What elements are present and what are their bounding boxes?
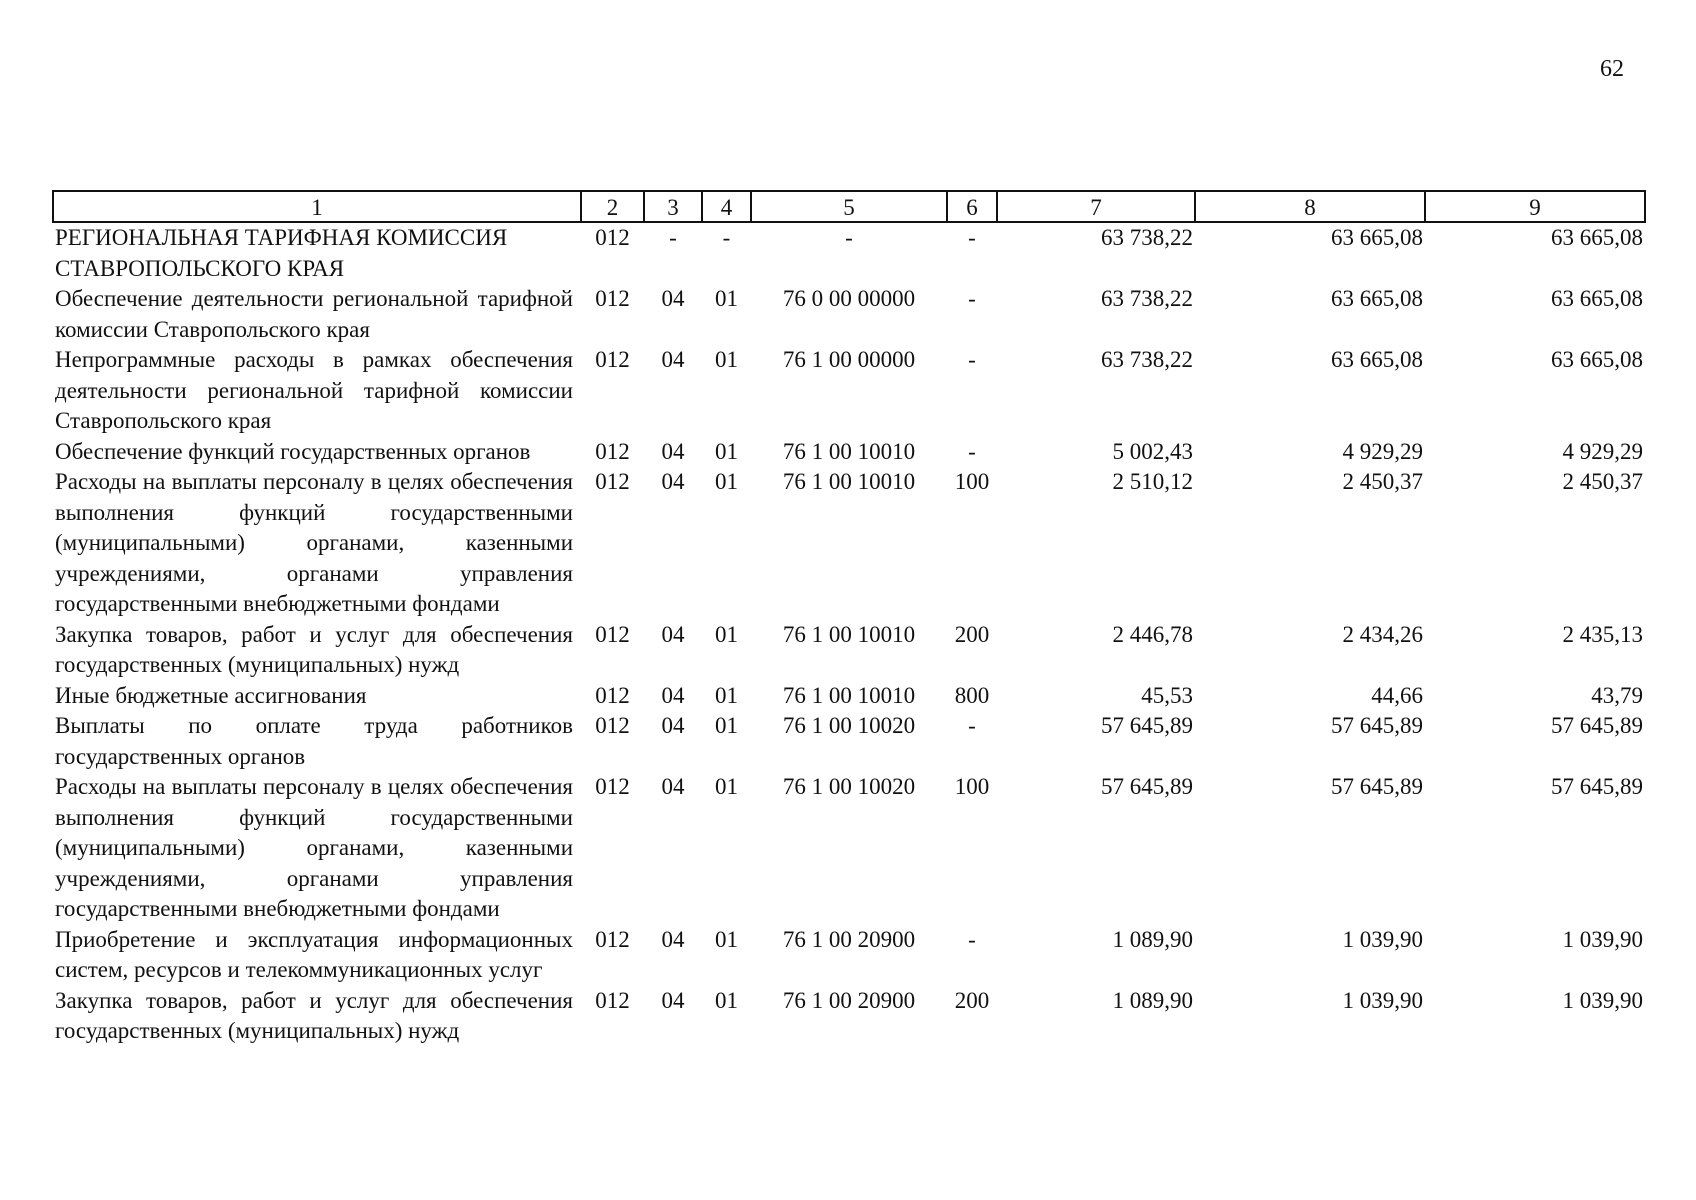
table-row <box>53 681 1645 712</box>
expense-name: Закупка товаров, работ и услуг для обеспечения государственных (муниципальных) нужд <box>55 987 573 1043</box>
expense-name: Расходы на выплаты персоналу в целях обеспечения выполнения функций государственными (муниципальными) органами, казенными учреждениями, органами управления государственными внебюджетными фондами <box>55 774 573 921</box>
expense-name: Обеспечение деятельности региональной тарифной комиссии Ставропольского края <box>55 286 573 342</box>
amount-col8: 1 039,90 <box>1342 926 1423 952</box>
subsection-code: 01 <box>715 286 738 311</box>
amount-col7: 2 510,12 <box>1112 469 1193 494</box>
target-article-code: 76 1 00 20900 <box>782 926 916 952</box>
amount-col9: 1 039,90 <box>1562 926 1643 952</box>
expense-name: Закупка товаров, работ и услуг для обеспечения государственных (муниципальных) нужд <box>55 621 573 677</box>
header-cell: 1 <box>53 191 581 222</box>
subsection-code: - <box>722 225 731 250</box>
subsection-code: 01 <box>715 713 738 738</box>
header-cell: 2 <box>581 191 644 222</box>
expense-type-code: 800 <box>954 682 990 708</box>
page-number: 62 <box>1600 56 1624 82</box>
amount-col7: 57 645,89 <box>1101 713 1193 738</box>
header-cell: 7 <box>997 191 1195 222</box>
header-cell: 6 <box>947 191 997 222</box>
header-cell: 5 <box>751 191 947 222</box>
subsection-code: 01 <box>715 926 738 952</box>
ministry-code: 012 <box>595 713 630 738</box>
header-cell: 9 <box>1425 191 1645 222</box>
subsection-code: 01 <box>715 469 738 494</box>
header-row <box>53 191 1645 222</box>
ministry-code: 012 <box>595 682 630 708</box>
subsection-code: 01 <box>715 987 738 1013</box>
expense-name: Обеспечение функций государственных органов <box>55 438 531 464</box>
expense-name: Приобретение и эксплуатация информационных систем, ресурсов и телекоммуникационных услуг <box>55 926 573 982</box>
section-code: 04 <box>661 926 685 952</box>
section-code: 04 <box>661 469 685 494</box>
target-article-code: 76 1 00 10020 <box>782 713 916 738</box>
target-article-code: 76 0 00 00000 <box>782 286 916 311</box>
section-code: 04 <box>661 347 685 372</box>
amount-col9: 1 039,90 <box>1562 987 1643 1013</box>
expense-name: РЕГИОНАЛЬНАЯ ТАРИФНАЯ КОМИССИЯ СТАВРОПОЛЬСКОГО КРАЯ <box>55 225 508 281</box>
amount-col7: 57 645,89 <box>1101 774 1193 799</box>
amount-col7: 63 738,22 <box>1101 347 1193 372</box>
table-row <box>53 222 1645 284</box>
expense-type-code: - <box>968 438 976 464</box>
target-article-code: 76 1 00 10010 <box>782 438 916 464</box>
amount-col9: 2 450,37 <box>1562 469 1643 494</box>
amount-col8: 2 450,37 <box>1342 469 1423 494</box>
expense-type-code: - <box>968 347 976 372</box>
ministry-code: 012 <box>595 225 630 250</box>
target-article-code: - <box>845 225 853 250</box>
section-code: 04 <box>661 621 685 647</box>
table-row <box>53 925 1645 986</box>
section-code: 04 <box>661 438 685 464</box>
amount-col8: 63 665,08 <box>1331 225 1423 250</box>
header-cell: 4 <box>702 191 751 222</box>
section-code: 04 <box>661 987 685 1013</box>
amount-col9: 63 665,08 <box>1551 347 1643 372</box>
table-row <box>53 711 1645 772</box>
ministry-code: 012 <box>595 469 630 494</box>
target-article-code: 76 1 00 10010 <box>782 682 916 708</box>
table-row <box>53 467 1645 620</box>
ministry-code: 012 <box>595 438 630 464</box>
subsection-code: 01 <box>715 774 738 799</box>
target-article-code: 76 1 00 00000 <box>782 347 916 372</box>
target-article-code: 76 1 00 10010 <box>782 469 916 494</box>
ministry-code: 012 <box>595 774 630 799</box>
ministry-code: 012 <box>595 347 630 372</box>
amount-col7: 2 446,78 <box>1112 621 1193 647</box>
amount-col9: 2 435,13 <box>1562 621 1643 647</box>
target-article-code: 76 1 00 10020 <box>782 774 916 799</box>
subsection-code: 01 <box>715 438 738 464</box>
amount-col9: 63 665,08 <box>1551 286 1643 311</box>
subsection-code: 01 <box>715 682 738 708</box>
ministry-code: 012 <box>595 987 630 1013</box>
table-row <box>53 284 1645 345</box>
amount-col8: 63 665,08 <box>1331 286 1423 311</box>
table-row <box>53 772 1645 925</box>
section-code: 04 <box>661 286 685 311</box>
ministry-code: 012 <box>595 926 630 952</box>
target-article-code: 76 1 00 10010 <box>782 621 916 647</box>
table-row <box>53 620 1645 681</box>
expense-type-code: - <box>968 926 976 952</box>
expense-name: Иные бюджетные ассигнования <box>55 682 367 708</box>
amount-col9: 57 645,89 <box>1551 774 1643 799</box>
expense-type-code: 100 <box>954 469 990 494</box>
amount-col9: 43,79 <box>1591 682 1643 708</box>
amount-col8: 2 434,26 <box>1342 621 1423 647</box>
header-cell: 8 <box>1195 191 1425 222</box>
amount-col8: 4 929,29 <box>1342 438 1423 464</box>
target-article-code: 76 1 00 20900 <box>782 987 916 1013</box>
expense-type-code: 100 <box>954 774 990 799</box>
amount-col8: 57 645,89 <box>1331 713 1423 738</box>
amount-col9: 57 645,89 <box>1551 713 1643 738</box>
amount-col8: 57 645,89 <box>1331 774 1423 799</box>
expense-type-code: 200 <box>954 621 990 647</box>
expense-type-code: - <box>968 286 976 311</box>
expense-type-code: 200 <box>954 987 990 1013</box>
subsection-code: 01 <box>715 347 738 372</box>
amount-col7: 1 089,90 <box>1112 926 1193 952</box>
amount-col7: 5 002,43 <box>1112 438 1193 464</box>
table-row <box>53 986 1645 1047</box>
amount-col8: 63 665,08 <box>1331 347 1423 372</box>
section-code: 04 <box>661 713 685 738</box>
expense-type-code: - <box>968 225 976 250</box>
ministry-code: 012 <box>595 286 630 311</box>
section-code: - <box>669 225 677 250</box>
amount-col8: 1 039,90 <box>1342 987 1423 1013</box>
expense-name: Расходы на выплаты персоналу в целях обеспечения выполнения функций государственными (муниципальными) органами, казенными учреждениями, органами управления государственными внебюджетными фондами <box>55 469 573 616</box>
table-row <box>53 437 1645 468</box>
expense-name: Выплаты по оплате труда работников государственных органов <box>55 713 573 769</box>
amount-col8: 44,66 <box>1371 682 1423 708</box>
section-code: 04 <box>661 774 685 799</box>
table-row <box>53 345 1645 437</box>
amount-col7: 1 089,90 <box>1112 987 1193 1013</box>
section-code: 04 <box>661 682 685 708</box>
budget-table <box>52 190 1646 1047</box>
amount-col9: 63 665,08 <box>1551 225 1643 250</box>
expense-type-code: - <box>968 713 976 738</box>
ministry-code: 012 <box>595 621 630 647</box>
subsection-code: 01 <box>715 621 738 647</box>
amount-col7: 63 738,22 <box>1101 225 1193 250</box>
amount-col7: 63 738,22 <box>1101 286 1193 311</box>
amount-col9: 4 929,29 <box>1562 438 1643 464</box>
expense-name: Непрограммные расходы в рамках обеспечения деятельности региональной тарифной комиссии Ставропольского края <box>55 347 573 433</box>
amount-col7: 45,53 <box>1141 682 1193 708</box>
header-cell: 3 <box>644 191 702 222</box>
